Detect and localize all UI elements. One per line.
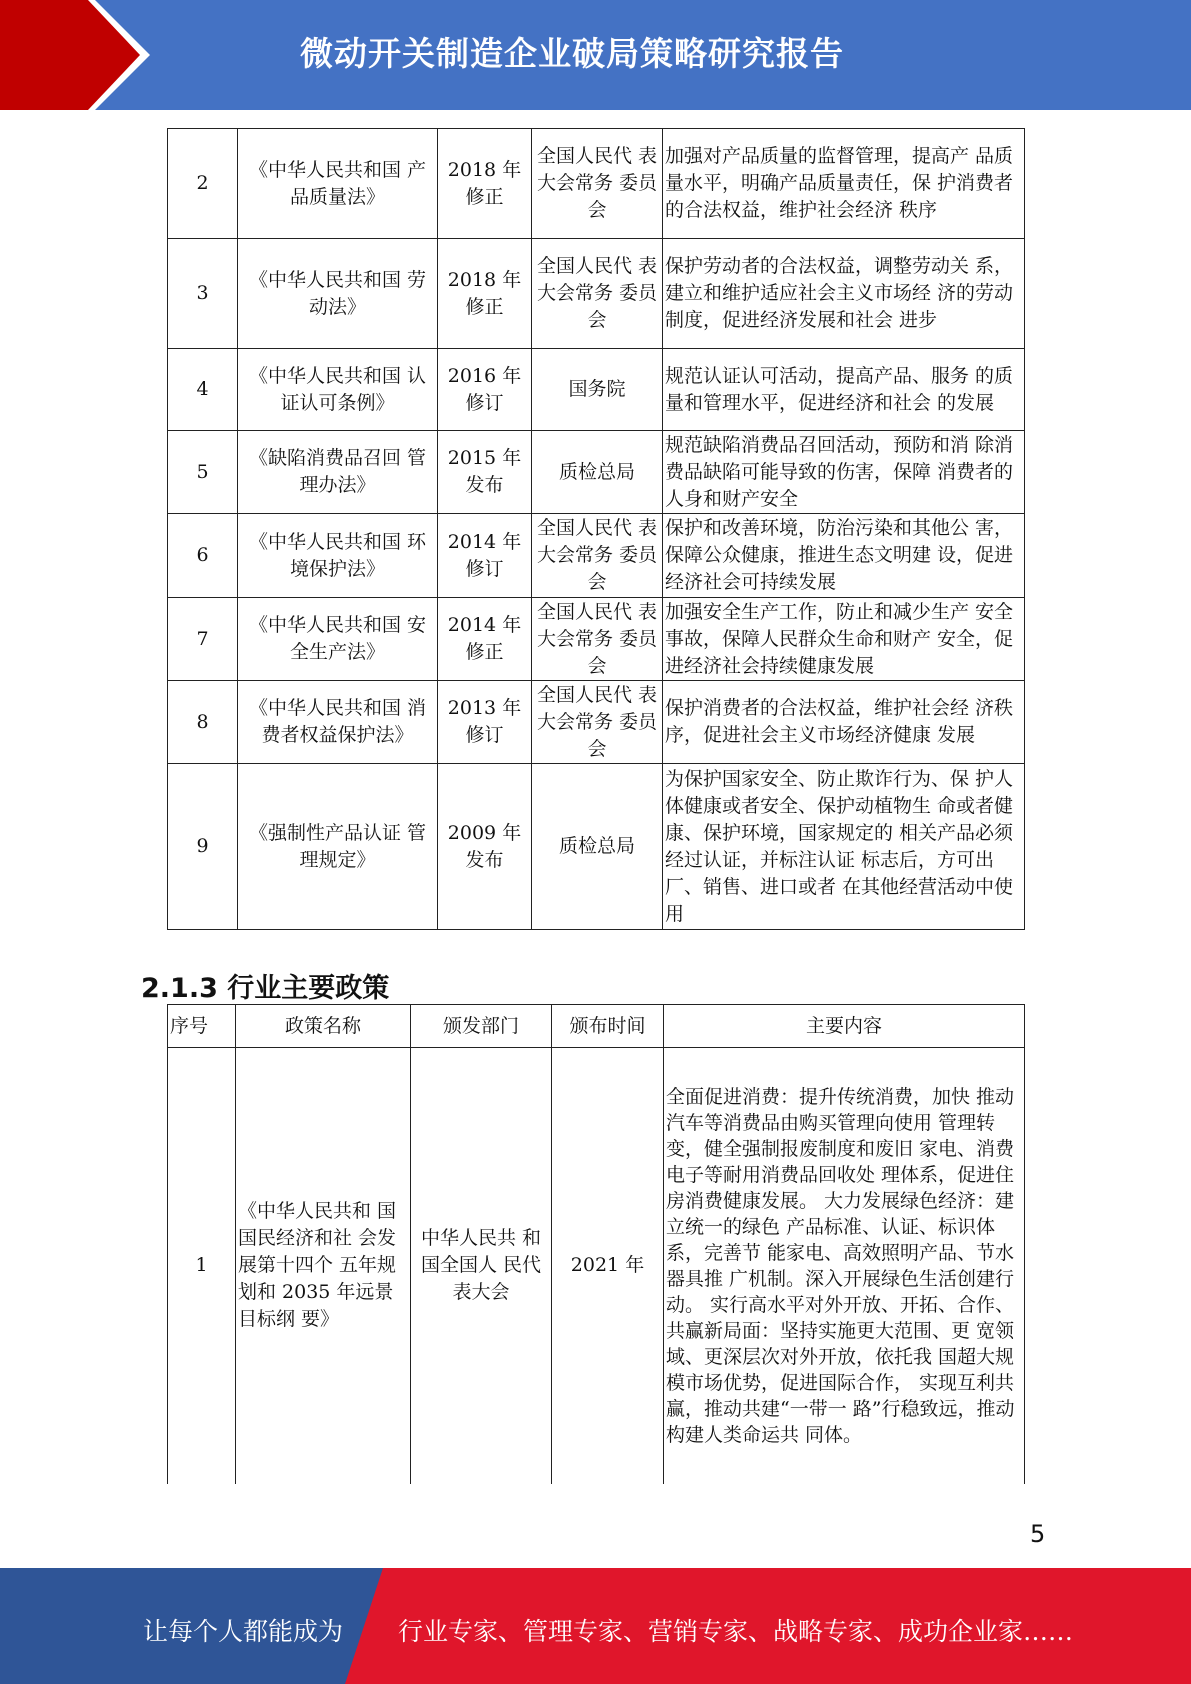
row-number: 2 bbox=[168, 129, 238, 239]
table-row bbox=[168, 129, 1025, 239]
law-content: 保护劳动者的合法权益，调整劳动关 系，建立和维护适应社会主义市场经 济的劳动制度，促进经济发展和社会 进步 bbox=[663, 239, 1025, 349]
law-year: 2018 年 修正 bbox=[438, 129, 532, 239]
law-year: 2018 年 修正 bbox=[438, 239, 532, 349]
law-year: 2013 年 修订 bbox=[438, 681, 532, 764]
law-content: 为保护国家安全、防止欺诈行为、保 护人体健康或者安全、保护动植物生 命或者健康、保护环境，国家规定的 相关产品必须经过认证，并标注认证 标志后，方可出厂、销售、进口或者 在其他经营活动中使用 bbox=[663, 764, 1025, 930]
table-row bbox=[168, 514, 1025, 598]
report-title: 微动开关制造企业破局策略研究报告 bbox=[300, 34, 844, 73]
header-arrow-graphic bbox=[0, 0, 160, 110]
table-row bbox=[168, 431, 1025, 514]
row-number: 8 bbox=[168, 681, 238, 764]
table-row bbox=[168, 1048, 1025, 1484]
row-number: 7 bbox=[168, 598, 238, 681]
page-footer bbox=[0, 1568, 1191, 1684]
table-row bbox=[168, 239, 1025, 349]
law-dept: 全国人民代 表大会常务 委员会 bbox=[532, 598, 663, 681]
table-row bbox=[168, 764, 1025, 930]
row-number: 5 bbox=[168, 431, 238, 514]
row-number: 9 bbox=[168, 764, 238, 930]
law-name: 《中华人民共和国 安全生产法》 bbox=[238, 598, 438, 681]
law-content: 保护消费者的合法权益，维护社会经 济秩序，促进社会主义市场经济健康 发展 bbox=[663, 681, 1025, 764]
law-year: 2014 年 修订 bbox=[438, 514, 532, 598]
law-dept: 全国人民代 表大会常务 委员会 bbox=[532, 514, 663, 598]
law-content: 保护和改善环境，防治污染和其他公 害，保障公众健康，推进生态文明建 设，促进经济社会可持续发展 bbox=[663, 514, 1025, 598]
col-header-date: 颁布时间 bbox=[552, 1005, 664, 1048]
col-header-policy-name: 政策名称 bbox=[236, 1005, 411, 1048]
law-dept: 质检总局 bbox=[532, 764, 663, 930]
row-number: 6 bbox=[168, 514, 238, 598]
law-name: 《中华人民共和国 认证认可条例》 bbox=[238, 349, 438, 431]
law-content: 加强安全生产工作，防止和减少生产 安全事故，保障人民群众生命和财产 安全，促进经济社会持续健康发展 bbox=[663, 598, 1025, 681]
row-number: 3 bbox=[168, 239, 238, 349]
law-name: 《缺陷消费品召回 管理办法》 bbox=[238, 431, 438, 514]
policy-dept: 中华人民共 和国全国人 民代表大会 bbox=[411, 1048, 552, 1484]
law-content: 规范缺陷消费品召回活动，预防和消 除消费品缺陷可能导致的伤害，保障 消费者的人身和财产安全 bbox=[663, 431, 1025, 514]
law-year: 2016 年 修订 bbox=[438, 349, 532, 431]
col-header-department: 颁发部门 bbox=[411, 1005, 552, 1048]
policy-name: 《中华人民共和 国国民经济和社 会发展第十四个 五年规划和 2035 年远景目标纲 要》 bbox=[236, 1048, 411, 1484]
laws-table bbox=[167, 128, 1025, 930]
law-name: 《中华人民共和国 环境保护法》 bbox=[238, 514, 438, 598]
law-dept: 全国人民代 表大会常务 委员会 bbox=[532, 681, 663, 764]
law-dept: 全国人民代 表大会常务 委员会 bbox=[532, 239, 663, 349]
section-heading: 2.1.3 行业主要政策 bbox=[141, 973, 390, 1004]
law-dept: 质检总局 bbox=[532, 431, 663, 514]
law-year: 2014 年 修正 bbox=[438, 598, 532, 681]
policy-table bbox=[167, 1004, 1025, 1484]
law-name: 《中华人民共和国 劳动法》 bbox=[238, 239, 438, 349]
footer-slogan-left: 让每个人都能成为 bbox=[143, 1617, 344, 1646]
page-header bbox=[0, 0, 1191, 110]
law-content: 规范认证认可活动，提高产品、服务 的质量和管理水平，促进经济和社会 的发展 bbox=[663, 349, 1025, 431]
row-number: 4 bbox=[168, 349, 238, 431]
table-row bbox=[168, 349, 1025, 431]
col-header-content: 主要内容 bbox=[664, 1005, 1025, 1048]
law-name: 《中华人民共和国 产品质量法》 bbox=[238, 129, 438, 239]
law-dept: 国务院 bbox=[532, 349, 663, 431]
table-row bbox=[168, 681, 1025, 764]
page-number: 5 bbox=[1030, 1520, 1046, 1548]
table-header-row bbox=[168, 1005, 1025, 1048]
law-dept: 全国人民代 表大会常务 委员会 bbox=[532, 129, 663, 239]
law-name: 《中华人民共和国 消费者权益保护法》 bbox=[238, 681, 438, 764]
policy-content: 全面促进消费：提升传统消费，加快 推动汽车等消费品由购买管理向使用 管理转变，健全强制报废制度和废旧 家电、消费电子等耐用消费品回收处 理体系，促进住房消费健康发展。 大力发展绿色经济：建立统一的绿色 产品标准、认证、标识体系，完善节 能家电、高效照明产品、节水器具推 广机制。深入开展绿色生活创建行动。 实行高水平对外开放、开拓、合作、 共赢新局面：坚持实施更大范围、更 宽领域、更深层次对外开放，依托我 国超大规模市场优势，促进国际合作， 实现互利共赢，推动共建“一带一 路”行稳致远，推动构建人类命运共 同体。 bbox=[664, 1048, 1025, 1484]
table-row bbox=[168, 598, 1025, 681]
law-year: 2015 年 发布 bbox=[438, 431, 532, 514]
col-header-number: 序号 bbox=[168, 1005, 236, 1048]
row-number: 1 bbox=[168, 1048, 236, 1484]
policy-year: 2021 年 bbox=[552, 1048, 664, 1484]
footer-slogan-right: 行业专家、管理专家、营销专家、战略专家、成功企业家…… bbox=[398, 1617, 1074, 1646]
law-content: 加强对产品质量的监督管理，提高产 品质量水平，明确产品质量责任，保 护消费者的合法权益，维护社会经济 秩序 bbox=[663, 129, 1025, 239]
law-year: 2009 年 发布 bbox=[438, 764, 532, 930]
law-name: 《强制性产品认证 管理规定》 bbox=[238, 764, 438, 930]
